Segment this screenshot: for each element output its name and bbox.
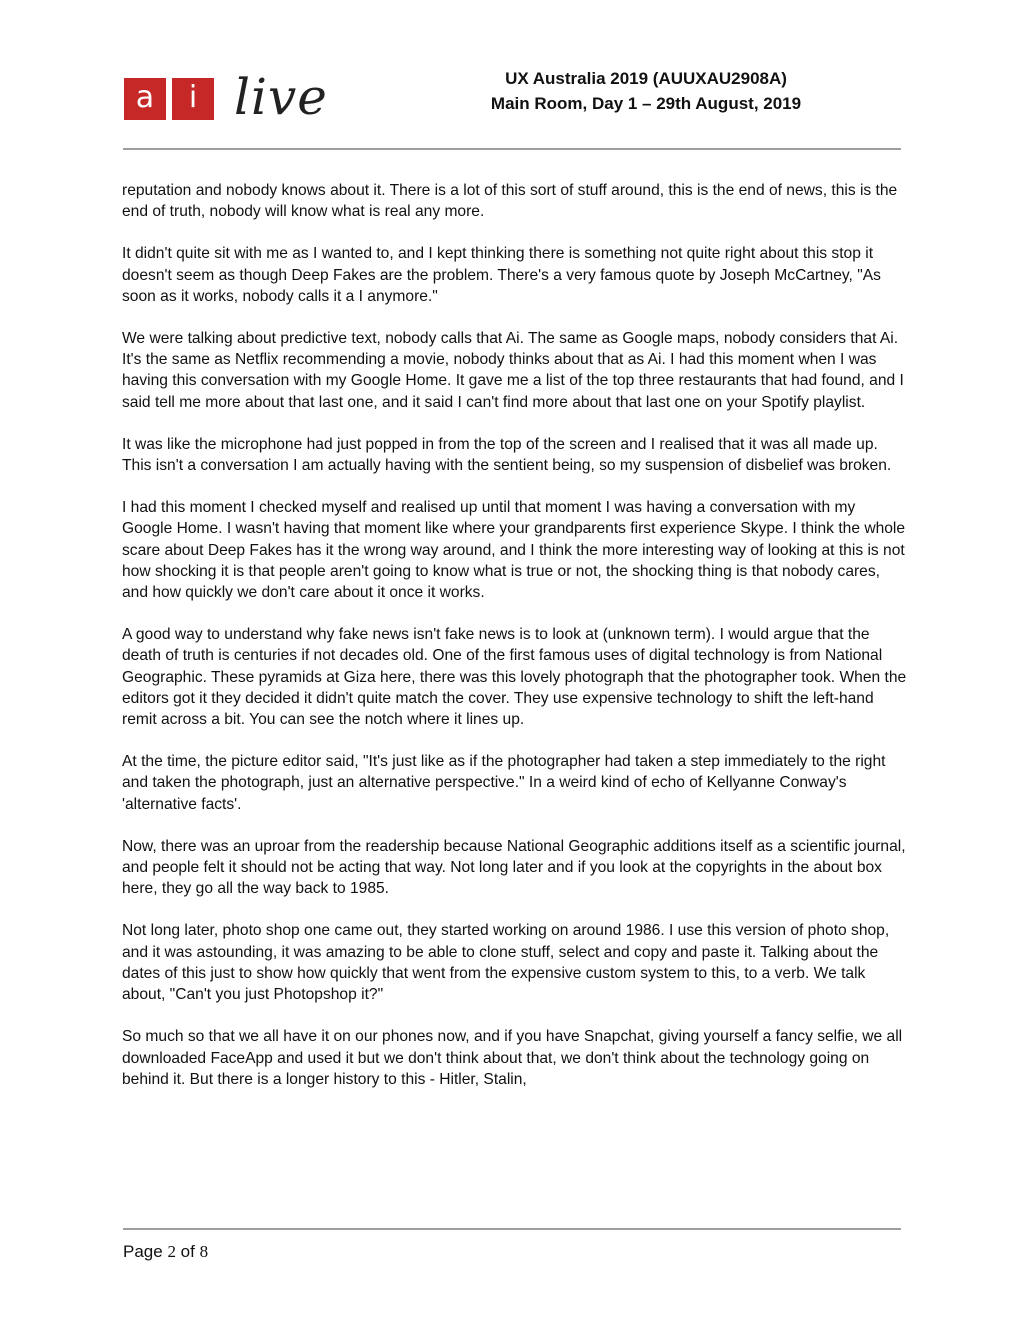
page-current: 2 bbox=[167, 1242, 176, 1261]
session-info: Main Room, Day 1 – 29th August, 2019 bbox=[490, 94, 802, 113]
transcript-body bbox=[122, 180, 908, 1111]
document-header bbox=[436, 66, 856, 116]
paragraph: Not long later, photo shop one came out, they started working on around 1986. I use this version of photo shop, and it was astounding, it was amazing to be able to clone stuff, select and copy and paste it. Talking about the dates of this just to show how quickly that went from the expensive custom system to this, to a verb. We talk about, "Can't you just Photopshop it?" bbox=[122, 922, 890, 1004]
header-divider bbox=[123, 148, 901, 150]
paragraph: It didn't quite sit with me as I wanted to, and I kept thinking there is something not quite right about this stop it doesn't seem as though Deep Fakes are the problem. There's a very famous quote by Joseph McCartney, "As soon as it works, nobody calls it a I anymore." bbox=[122, 245, 881, 305]
page-footer bbox=[123, 1242, 208, 1262]
paragraph: reputation and nobody knows about it. There is a lot of this sort of stuff around, this is the end of news, this is the end of truth, nobody will know what is real any more. bbox=[122, 182, 898, 221]
paragraph: So much so that we all have it on our phones now, and if you have Snapchat, giving yourself a fancy selfie, we all downloaded FaceApp and used it but we don't think about that, we don't think about the technology going on behind it. But there is a longer history to this - Hitler, Stalin, bbox=[122, 1028, 903, 1088]
logo-wordmark: live bbox=[234, 68, 328, 126]
page-label: Page bbox=[123, 1242, 163, 1261]
paragraph: At the time, the picture editor said, "It's just like as if the photographer had taken a step immediately to the right and taken the photograph, just an alternative perspective." In a weird kind of echo of Kellyanne Conway's 'alternative facts'. bbox=[122, 753, 886, 813]
paragraph: A good way to understand why fake news isn't fake news is to look at (unknown term). I would argue that the death of truth is centuries if not decades old. One of the first famous uses of digital technology is from National Geographic. These pyramids at Giza here, there was this lovely photograph that the photographer took. When the editors got it they decided it didn't quite match the cover. They use expensive technology to shift the left-hand remit across a bit. You can see the notch where it lines up. bbox=[122, 626, 907, 729]
logo-box-a: a bbox=[124, 78, 166, 120]
of-label: of bbox=[180, 1242, 195, 1261]
paragraph: I had this moment I checked myself and realised up until that moment I was having a conversation with my Google Home. I wasn't having that moment like where your grandparents first experience Skype. I think the whole scare about Deep Fakes has it the wrong way around, and I think the more interesting way of looking at this is not how shocking it is that people aren't going to know what is true or not, the shocking thing is that nobody cares, and how quickly we don't care about it once it works. bbox=[122, 499, 906, 602]
paragraph: Now, there was an uproar from the readership because National Geographic additions itself as a scientific journal, and people felt it should not be acting that way. Not long later and if you look at the copyrights in the about box here, they go all the way back to 1985. bbox=[122, 837, 906, 898]
page-total: 8 bbox=[199, 1242, 209, 1261]
paragraph: We were talking about predictive text, nobody calls that Ai. The same as Google maps, nobody considers that Ai. It's the same as Netflix recommending a movie, nobody thinks about that as Ai. I had this moment when I was having this conversation with my Google Home. It gave me a list of the top three restaurants that had found, and I said tell me more about that last one, and it said I can't find more about that last one on your Spotify playlist. bbox=[122, 330, 904, 411]
footer-divider bbox=[123, 1228, 901, 1230]
logo-box-i: i bbox=[172, 78, 214, 120]
ai-live-logo bbox=[124, 68, 344, 132]
paragraph: It was like the microphone had just popped in from the top of the screen and I realised that it was all made up. This isn't a conversation I am actually having with the sentient being, so my suspension of disbelief was broken. bbox=[122, 435, 892, 475]
event-title: UX Australia 2019 (AUUXAU2908A) bbox=[505, 69, 787, 88]
